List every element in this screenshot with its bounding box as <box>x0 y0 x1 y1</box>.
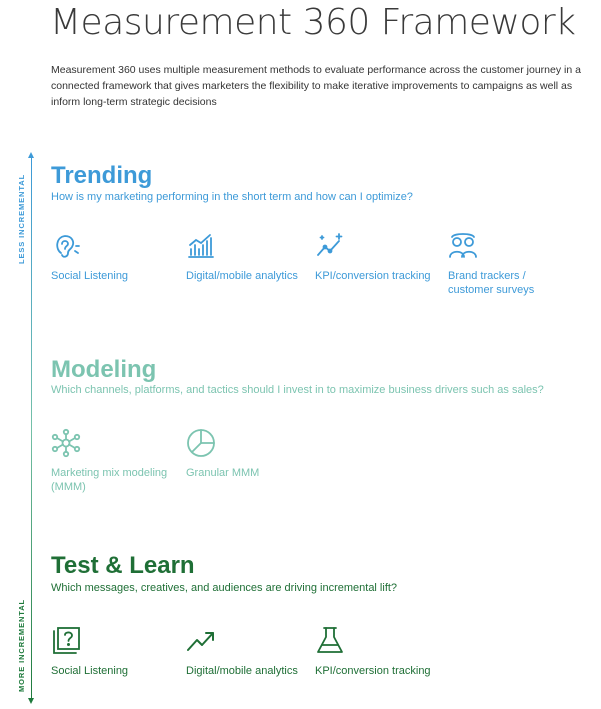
intro-paragraph: Measurement 360 uses multiple measurement methods to evaluate performance across the customer journey in a connected framework that gives marketers the flexibility to make iterative improvements to campaigns as well as inform long-term strategic decisions <box>51 64 581 108</box>
bar-chart-icon <box>186 231 216 261</box>
trending-question: How is my marketing performing in the short term and how can I optimize? <box>51 191 413 203</box>
trending-item-kpi-conversion-tracking <box>315 231 435 283</box>
modeling-item-granular-mmm <box>186 428 306 480</box>
people-icon <box>448 231 478 261</box>
page-title: Measurement 360 Framework <box>50 2 576 43</box>
modeling-item-mmm <box>51 428 171 494</box>
axis-label-less-incremental: LESS INCREMENTAL <box>17 173 26 264</box>
test-learn-item-social-listening <box>51 626 171 678</box>
trending-item-brand-trackers <box>448 231 568 297</box>
axis-arrow-down-icon <box>28 698 34 704</box>
ear-icon <box>51 231 81 261</box>
pie-chart-icon <box>186 428 216 458</box>
item-label: Digital/mobile analytics <box>186 270 298 282</box>
trend-up-icon <box>186 626 216 656</box>
item-label: Granular MMM <box>186 467 260 479</box>
trending-item-digital-mobile-analytics <box>186 231 306 283</box>
item-label: Brand trackers / customer surveys <box>448 270 535 296</box>
modeling-title: Modeling <box>51 356 157 383</box>
test-learn-item-kpi-conversion-tracking <box>315 626 435 678</box>
item-label: Social Listening <box>51 270 129 282</box>
item-label: Digital/mobile analytics <box>186 665 298 677</box>
trending-title: Trending <box>51 162 153 189</box>
item-label: KPI/conversion tracking <box>315 270 431 282</box>
sparkle-line-icon <box>315 231 345 261</box>
item-label: Social Listening <box>51 665 129 677</box>
incrementality-axis <box>31 158 32 698</box>
question-box-icon <box>51 626 81 656</box>
test-learn-question: Which messages, creatives, and audiences are driving incremental lift? <box>51 582 398 594</box>
item-label: Marketing mix modeling (MMM) <box>51 467 168 493</box>
flask-icon <box>315 626 345 656</box>
modeling-question: Which channels, platforms, and tactics should I invest in to maximize business drivers such as sales? <box>51 384 544 396</box>
axis-arrow-up-icon <box>28 152 34 158</box>
test-learn-item-digital-mobile-analytics <box>186 626 306 678</box>
trending-item-social-listening <box>51 231 171 283</box>
test-learn-title: Test & Learn <box>51 552 195 579</box>
network-icon <box>51 428 81 458</box>
item-label: KPI/conversion tracking <box>315 665 431 677</box>
axis-label-more-incremental: MORE INCREMENTAL <box>17 598 26 692</box>
